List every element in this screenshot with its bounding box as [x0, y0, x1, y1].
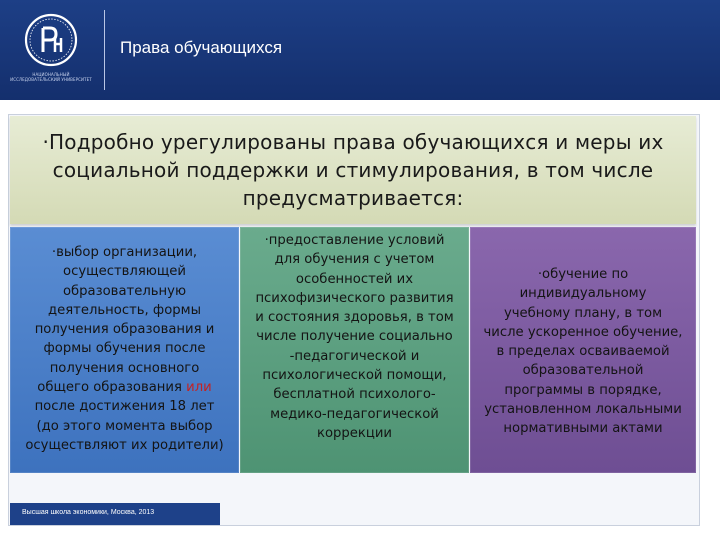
column-choice-of-organization [10, 227, 239, 473]
lead-text: ·Подробно урегулированы права обучающихся и меры их социальной поддержки и стимулирования, в том числе предусматривается: [42, 130, 664, 210]
logo-caption: НАЦИОНАЛЬНЫЙ ИССЛЕДОВАТЕЛЬСКИЙ УНИВЕРСИТЕТ [10, 72, 92, 82]
column-1-highlight: или [186, 380, 212, 396]
page-title: Права обучающихся [120, 38, 283, 57]
university-logo [8, 12, 94, 92]
column-learning-conditions [240, 227, 469, 473]
header-divider [104, 10, 105, 90]
footer-bar [10, 503, 220, 525]
slide-header [0, 0, 720, 100]
lead-box [10, 116, 696, 224]
hse-logo-icon [18, 12, 84, 70]
column-individual-plan [470, 227, 696, 473]
column-1-text-start: ·выбор организации, осуществляющей образовательную деятельность, формы получения образования и формы обучения после получения основного общего образования [34, 245, 215, 396]
column-1-text-end: после достижения 18 лет (до этого момента выбор осуществляют их родители) [25, 399, 224, 453]
column-2-text: ·предоставление условий для обучения с учетом особенностей их психофизического развития и состояния здоровья, в том числе получение социально -педагогической и психологической помощи, бесплатной психолого- медико-педагогической коррекции [255, 233, 454, 441]
column-3-text: ·обучение по индивидуальному учебному плану, в том числе ускоренное обучение, в пределах осваиваемой образовательной программы в порядке, установленном локальными нормативными актами [483, 267, 683, 437]
footer-text: Высшая школа экономики, Москва, 2013 [22, 509, 155, 516]
column-1-text [10, 243, 239, 455]
